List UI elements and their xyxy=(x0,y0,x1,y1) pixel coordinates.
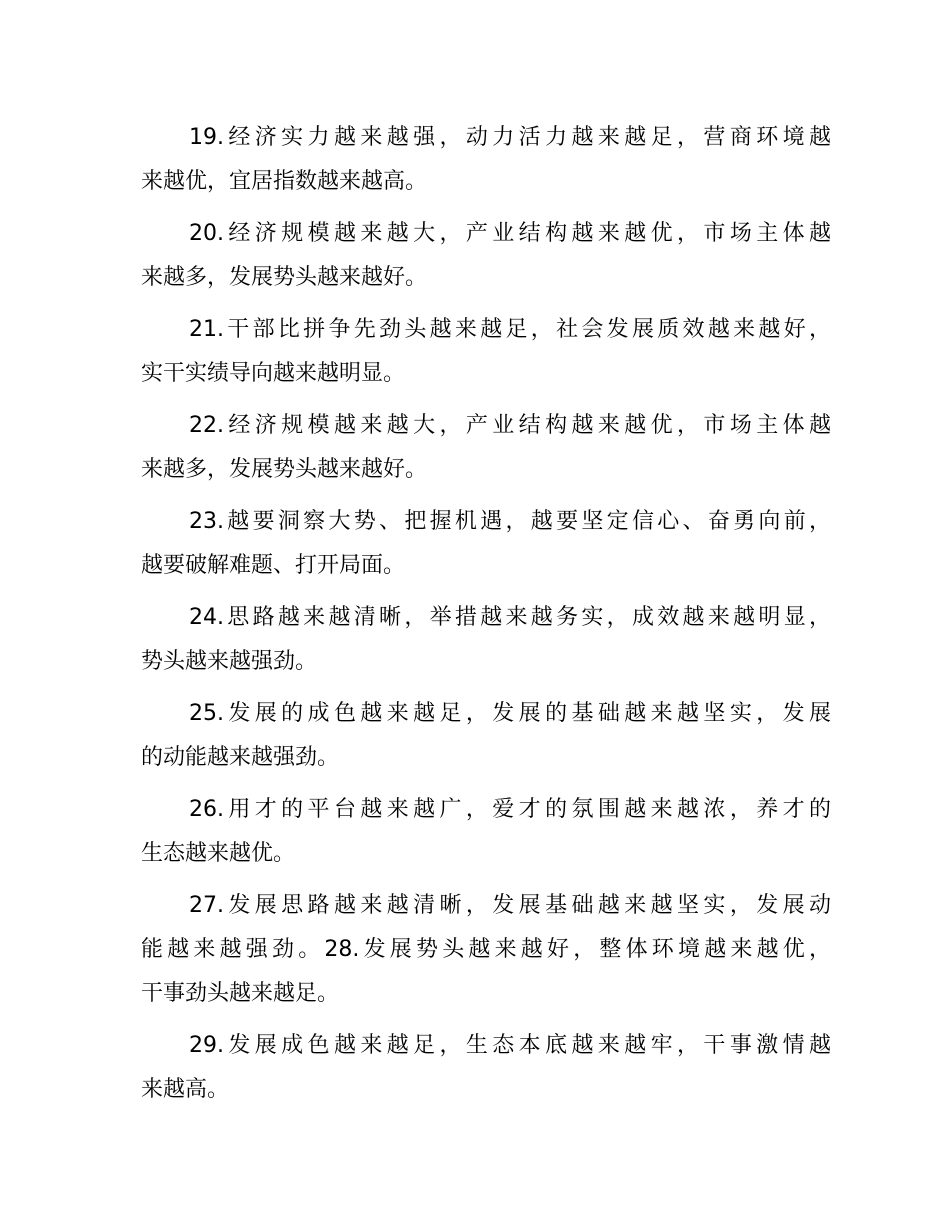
paragraph xyxy=(141,212,831,300)
paragraph-line: 23.越要洞察大势、把握机遇，越要坚定信心、奋勇向前， xyxy=(189,509,831,534)
paragraph-line: 能越来越强劲。28.发展势头越来越好，整体环境越来越优， xyxy=(141,937,831,962)
paragraph-line: 25.发展的成色越来越足，发展的基础越来越坚实，发展 xyxy=(189,701,831,726)
paragraph-line: 越要破解难题、打开局面。 xyxy=(141,553,406,578)
paragraph-line: 来越多，发展势头越来越好。 xyxy=(141,265,428,290)
paragraph-line: 27.发展思路越来越清晰，发展基础越来越坚实，发展动 xyxy=(189,893,831,918)
paragraph-line: 来越高。 xyxy=(141,1077,230,1102)
paragraph-line: 19.经济实力越来越强，动力活力越来越足，营商环境越 xyxy=(189,125,831,150)
document-body xyxy=(141,116,831,1120)
paragraph xyxy=(141,1024,831,1112)
paragraph-line: 来越多，发展势头越来越好。 xyxy=(141,457,428,482)
paragraph-line: 24.思路越来越清晰，举措越来越务实，成效越来越明显， xyxy=(189,605,831,630)
paragraph-line: 实干实绩导向越来越明显。 xyxy=(141,361,406,386)
paragraph-line: 来越优，宜居指数越来越高。 xyxy=(141,169,428,194)
paragraph-line: 生态越来越优。 xyxy=(141,841,296,866)
paragraph-line: 26.用才的平台越来越广，爱才的氛围越来越浓，养才的 xyxy=(189,797,831,822)
paragraph-line: 20.经济规模越来越大，产业结构越来越优，市场主体越 xyxy=(189,221,831,246)
paragraph xyxy=(141,788,831,876)
paragraph xyxy=(141,308,831,396)
paragraph xyxy=(141,692,831,780)
paragraph-line: 势头越来越强劲。 xyxy=(141,649,318,674)
paragraph-line: 干事劲头越来越足。 xyxy=(141,981,340,1006)
paragraph-line: 29.发展成色越来越足，生态本底越来越牢，干事激情越 xyxy=(189,1033,831,1058)
paragraph-line: 22.经济规模越来越大，产业结构越来越优，市场主体越 xyxy=(189,413,831,438)
paragraph-line: 21.干部比拼争先劲头越来越足，社会发展质效越来越好， xyxy=(189,317,831,342)
paragraph xyxy=(141,404,831,492)
paragraph xyxy=(141,596,831,684)
paragraph xyxy=(141,884,831,1016)
paragraph xyxy=(141,500,831,588)
paragraph-line: 的动能越来越强劲。 xyxy=(141,745,340,770)
paragraph xyxy=(141,116,831,204)
